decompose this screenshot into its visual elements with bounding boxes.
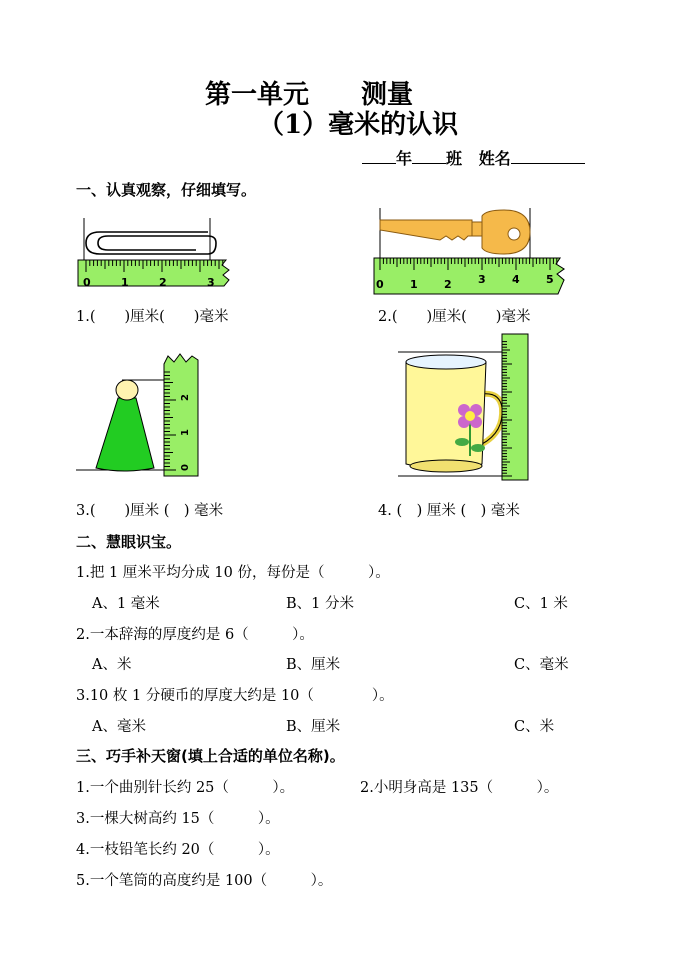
question-3-4: 4.一枝铅笔长约 20（ ）。 (76, 842, 280, 858)
ruler-2-tick-1: 1 (410, 278, 418, 291)
ruler-2-tick-2: 2 (444, 278, 452, 291)
option-2-1-b[interactable]: B、1 分米 (286, 596, 354, 612)
option-2-2-c[interactable]: C、毫米 (514, 657, 569, 673)
ruler-2-tick-4: 4 (512, 273, 520, 286)
mug-ruler-figure (394, 332, 534, 482)
ruler-1 (78, 260, 229, 289)
year-label: 年 (396, 149, 413, 168)
ruler-2-tick-3: 3 (478, 273, 486, 286)
question-1-4: 4. ( ) 厘米 ( ) 毫米 (378, 503, 520, 519)
option-2-3-c[interactable]: C、米 (514, 719, 555, 735)
option-2-2-a[interactable]: A、米 (92, 657, 132, 673)
option-2-3-a[interactable]: A、毫米 (92, 719, 146, 735)
cone-ruler-figure (74, 350, 204, 480)
ruler-2-tick-5: 5 (546, 273, 554, 286)
option-2-2-b[interactable]: B、厘米 (286, 657, 341, 673)
ruler-3 (164, 354, 198, 476)
mug-icon (406, 355, 502, 472)
question-3-3: 3.一棵大树高约 15（ ）。 (76, 811, 280, 827)
class-blank[interactable] (412, 147, 446, 164)
cone-icon (96, 380, 154, 471)
ruler-4 (502, 334, 528, 480)
key-icon (380, 210, 530, 254)
question-1-2: 2.( )厘米( )毫米 (378, 309, 531, 325)
option-2-1-c[interactable]: C、1 米 (514, 596, 568, 612)
section3-heading: 三、巧手补天窗(填上合适的单位名称)。 (76, 747, 345, 765)
page-title: 第一单元 测量 (205, 80, 414, 110)
section2-heading: 二、慧眼识宝。 (76, 533, 182, 551)
year-blank[interactable] (362, 147, 396, 164)
section1-heading: 一、认真观察，仔细填写。 (76, 181, 257, 199)
ruler-1-tick-1: 1 (121, 276, 129, 289)
question-3-2: 2.小明身高是 135（ ）。 (360, 780, 559, 796)
question-2-1: 1.把 1 厘米平均分成 10 份，每份是（ ）。 (76, 565, 390, 581)
name-label: 姓名 (478, 149, 511, 168)
ruler-1-tick-3: 3 (207, 276, 215, 289)
question-3-1: 1.一个曲别针长约 25（ ）。 (76, 780, 295, 796)
ruler-3-tick-2: 2 (180, 394, 191, 401)
ruler-1-tick-2: 2 (159, 276, 167, 289)
name-blank[interactable] (511, 147, 585, 164)
question-2-2: 2.一本辞海的厚度约是 6（ ）。 (76, 627, 314, 643)
ruler-2-tick-0: 0 (376, 278, 384, 291)
ruler-3-tick-1: 1 (180, 429, 191, 436)
page-subtitle: （1）毫米的认识 (258, 110, 459, 140)
question-3-5: 5.一个笔筒的高度约是 100（ ）。 (76, 873, 333, 889)
question-1-3: 3.( )厘米 ( ) 毫米 (76, 503, 224, 519)
question-1-1: 1.( )厘米( )毫米 (76, 309, 229, 325)
option-2-1-a[interactable]: A、1 毫米 (92, 596, 160, 612)
key-ruler-figure (372, 204, 578, 300)
paperclip-ruler-figure (76, 212, 236, 298)
class-info-line (362, 146, 585, 169)
ruler-3-tick-0: 0 (180, 464, 191, 471)
option-2-3-b[interactable]: B、厘米 (286, 719, 341, 735)
question-2-3: 3.10 枚 1 分硬币的厚度大约是 10（ ）。 (76, 688, 394, 704)
class-label: 班 (446, 149, 463, 168)
paperclip-icon (86, 232, 216, 254)
ruler-1-tick-0: 0 (83, 276, 91, 289)
ruler-2 (374, 258, 564, 294)
